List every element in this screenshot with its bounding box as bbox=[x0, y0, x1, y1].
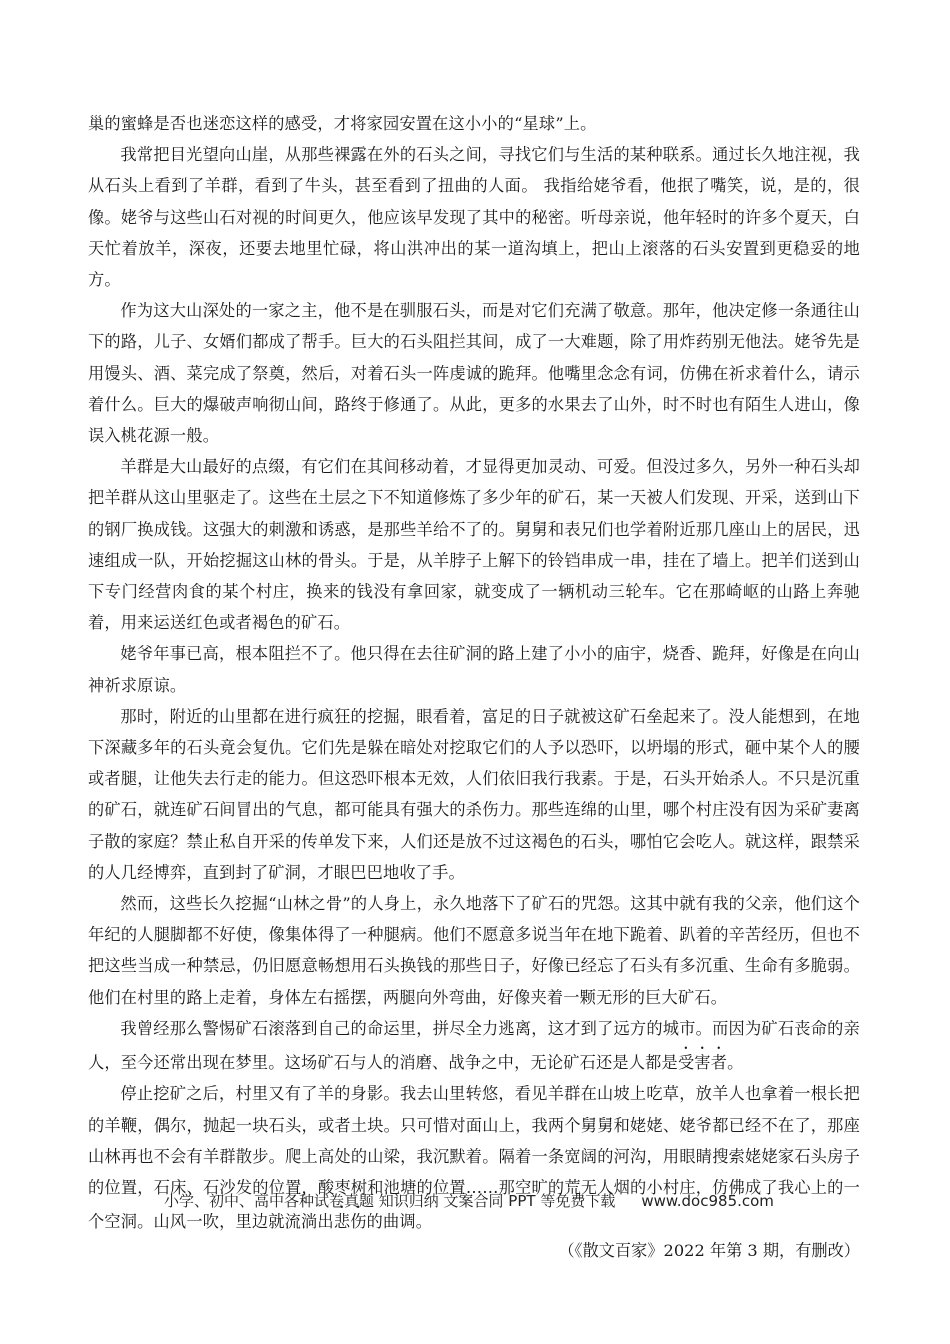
paragraph-5: 那时，附近的山里都在进行疯狂的挖掘，眼看着，富足的日子就被这矿石垒起来了。没人能想到，在地下深藏多年的石头竟会复仇。它们先是躲在暗处对挖取它们的人予以恐吓，以坍塌的形式，砸中某个人的腰或者腿，让他失去行走的能力。但这恐吓根本无效，人们依旧我行我素。于是，石头开始杀人。不只是沉重的矿石，就连矿石间冒出的气息，都可能具有强大的杀伤力。那些连绵的山里，哪个村庄没有因为采矿妻离子散的家庭？禁止私自开采的传单发下来，人们还是放不过这褐色的石头，哪怕它会吃人。就这样，跟禁采的人几经博弈，直到封了矿洞，才眼巴巴地收了手。 bbox=[88, 706, 860, 882]
paragraph-8-end: 的曲调。 bbox=[366, 1212, 433, 1232]
footer-site-link[interactable]: www.doc985.com bbox=[641, 1192, 774, 1210]
article bbox=[88, 108, 860, 1265]
emphasis-word: 受害者 bbox=[677, 1053, 728, 1073]
paragraph-8 bbox=[88, 1078, 860, 1237]
paragraph-1: 我常把目光望向山崖，从那些裸露在外的石头之间，寻找它们与生活的某种联系。通过长久地注视，我从石头上看到了羊群，看到了牛头，甚至看到了扭曲的人面。 我指给姥爷看，他抿了嘴笑，说，是的，很像。姥爷与这些山石对视的时间更久，他应该早发现了其中的秘密。听母亲说，他年轻时的许多个夏天，白天忙着放羊，深夜，还要去地里忙碌，将山洪冲出的某一道沟填上，把山上滚落的石头安置到更稳妥的地方。 bbox=[88, 145, 860, 290]
paragraph-8-text: 停止挖矿之后，村里又有了羊的身影。我去山里转悠，看见羊群在山坡上吃草，放羊人也拿着一根长把的羊鞭，偶尔，抛起一块石头，或者土块。只可惜对面山上，我两个舅舅和姥姥、姥爷都已经不在了，那座山林再也不会有羊群散步。爬上高处的山梁，我沉默着。隔着一条宽阔的河沟，用眼睛搜索姥姥家石头房子的位置，石床、石沙发的位置，酸枣树和池塘的位置……那空旷的荒无人烟的小村庄，仿佛成了我心上的一个空洞。山风一吹，里边就流淌出 bbox=[88, 1084, 860, 1232]
source-citation: （《散文百家》2022 年第 3 期，有删改） bbox=[558, 1241, 860, 1261]
paragraph-3: 羊群是大山最好的点缀，有它们在其间移动着，才显得更加灵动、可爱。但没过多久，另外一种石头却把羊群从这山里驱走了。这些在土层之下不知道修炼了多少年的矿石，某一天被人们发现、开采，送到山下的钢厂换成钱。这强大的刺激和诱惑，是那些羊给不了的。舅舅和表兄们也学着附近那几座山上的居民，迅速组成一队，开始挖掘这山林的骨头。于是，从羊脖子上解下的铃铛串成一串，挂在了墙上。把羊们送到山下专门经营肉食的某个村庄，换来的钱没有拿回家，就变成了一辆机动三轮车。它在那崎岖的山路上奔驰着，用来运送红色或者褐色的矿石。 bbox=[88, 457, 860, 633]
emphasis-word: 悲伤 bbox=[333, 1212, 367, 1232]
paragraph-0: 巢的蜜蜂是否也迷恋这样的感受，才将家园安置在这小小的“星球”上。 bbox=[88, 114, 597, 133]
paragraph-4: 姥爷年事已高，根本阻拦不了。他只得在去往矿洞的路上建了小小的庙宇，烧香、跪拜，好像是在向山神祈求原谅。 bbox=[88, 644, 860, 695]
footer-text: 小学、初中、高中各种试卷真题 知识归纳 文案合同 PPT 等免费下载 bbox=[164, 1192, 616, 1210]
footer bbox=[164, 1190, 774, 1211]
paragraph-7-text: 我曾经那么警惕矿石滚落到自己的命运里，拼尽全力逃离，这才到了远方的城市。而因为矿石丧命的亲人，至今还常出现在梦里。这场矿石与人的消磨、战争之中，无论矿石还是人都是 bbox=[88, 1018, 860, 1073]
paragraph-6: 然而，这些长久挖掘“山林之骨”的人身上，永久地落下了矿石的咒怨。这其中就有我的父亲，他们这个年纪的人腿脚都不好使，像集体得了一种腿病。他们不愿意多说当年在地下跪着、趴着的辛苦经历，但也不把这些当成一种禁忌，仍旧愿意畅想用石头换钱的那些日子，好像已经忘了石头有多沉重、生命有多脆弱。他们在村里的路上走着，身体左右摇摆，两腿向外弯曲，好像夹着一颗无形的巨大矿石。 bbox=[88, 894, 860, 1007]
paragraph-7-end: 。 bbox=[727, 1053, 744, 1073]
paragraph-7 bbox=[88, 1013, 860, 1078]
paragraph-2: 作为这大山深处的一家之主，他不是在驯服石头，而是对它们充满了敬意。那年，他决定修一条通往山下的路，儿子、女婿们都成了帮手。巨大的石头阻拦其间，成了一大难题，除了用炸药别无他法。姥爷先是用馒头、酒、菜完成了祭奠，然后，对着石头一阵虔诚的跪拜。他嘴里念念有词，仿佛在祈求着什么，请示着什么。巨大的爆破声响彻山间，路终于修通了。从此，更多的水果去了山外，时不时也有陌生人进山，像误入桃花源一般。 bbox=[88, 301, 860, 446]
